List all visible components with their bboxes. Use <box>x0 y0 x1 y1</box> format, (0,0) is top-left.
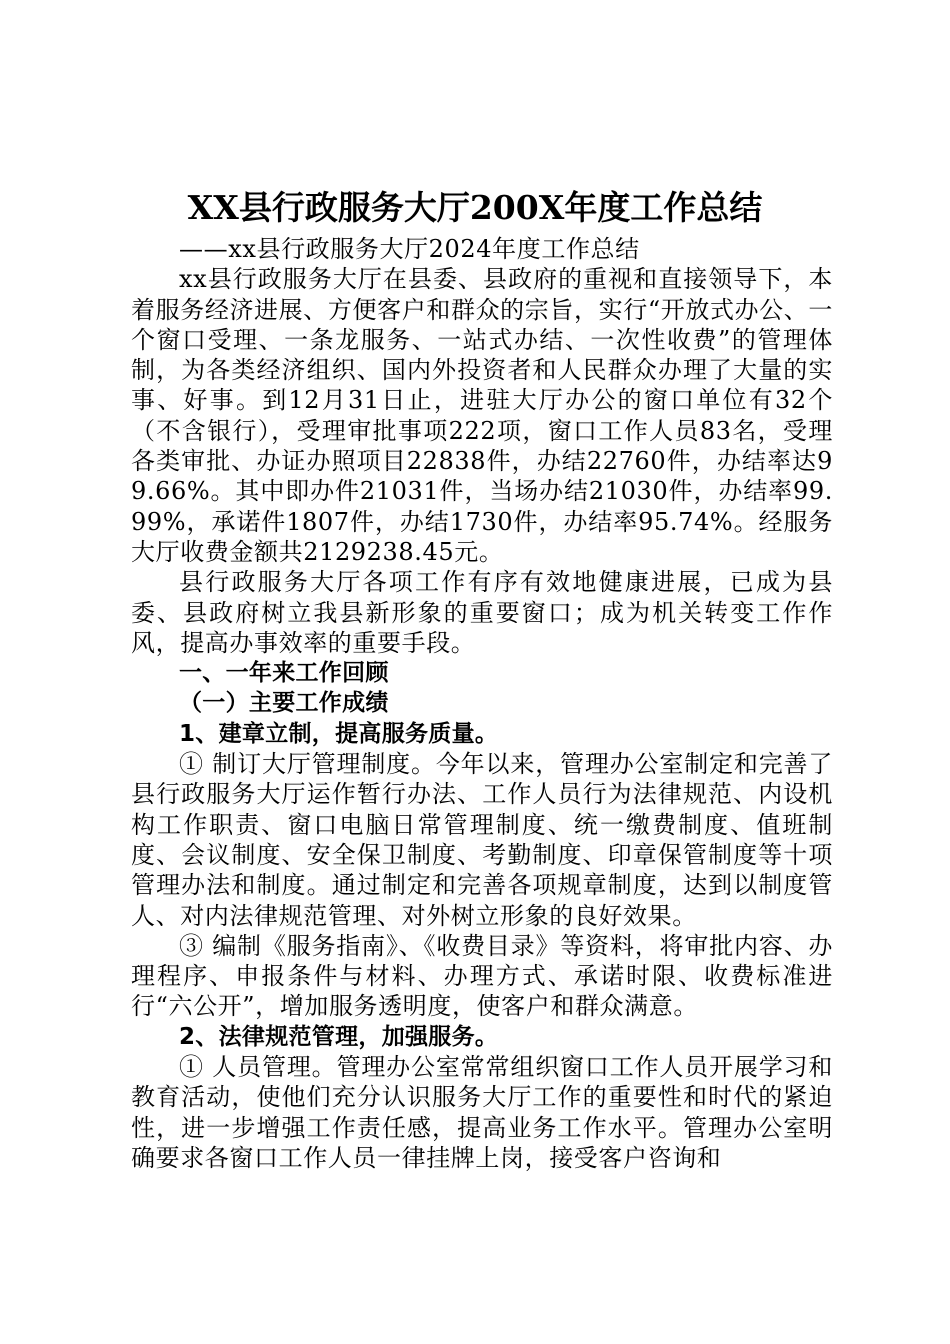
subsection-heading: （一）主要工作成绩 <box>179 690 389 717</box>
paragraph-rules: ① 制订大厅管理制度。今年以来，管理办公室制定和完善了县行政服务大厅运作暂行办法、工作人员行为法律规范、内设机构工作职责、窗口电脑日常管理制度、统一缴费制度、值班制度、会议制度、安全保卫制度、考勤制度、印章保管制度等十项管理办法和制度。通过制定和完善各项规章制度，达到以制度管人、对内法律规范管理、对外树立形象的良好效果。 <box>131 750 833 930</box>
item-heading-2: 2、法律规范管理，加强服务。 <box>179 1023 499 1050</box>
document-title: XX县行政服务大厅200X年度工作总结 <box>187 188 763 227</box>
subtitle-line: ——xx县行政服务大厅2024年度工作总结 <box>179 235 640 263</box>
section-heading: 一、一年来工作回顾 <box>179 660 389 687</box>
document-body <box>131 234 833 1173</box>
paragraph-summary: 县行政服务大厅各项工作有序有效地健康进展，已成为县委、县政府树立我县新形象的重要窗口；成为机关转变工作作风，提高办事效率的重要手段。 <box>131 568 833 657</box>
paragraph-guide: ③ 编制《服务指南》、《收费目录》等资料，将审批内容、办理程序、申报条件与材料、办理方式、承诺时限、收费标准进行“六公开”，增加服务透明度，使客户和群众满意。 <box>131 931 833 1021</box>
paragraph-staff: ① 人员管理。管理办公室常常组织窗口工作人员开展学习和教育活动，使他们充分认识服务大厅工作的重要性和时代的紧迫性，进一步增强工作责任感，提高业务工作水平。管理办公室明确要求各窗口工作人员一律挂牌上岗，接受客户咨询和 <box>131 1053 833 1172</box>
paragraph-intro: xx县行政服务大厅在县委、县政府的重视和直接领导下，本着服务经济进展、方便客户和群众的宗旨，实行“开放式办公、一个窗口受理、一条龙服务、一站式办结、一次性收费”的管理体制，为各类经济组织、国内外投资者和人民群众办理了大量的实事、好事。到12月31日止，进驻大厅办公的窗口单位有32个（不含银行），受理审批事项222项，窗口工作人员83名，受理各类审批、办证办照项目22838件，办结22760件，办结率达99.66%。其中即办件21031件，当场办结21030件，办结率99.99%，承诺件1807件，办结1730件，办结率95.74%。经服务大厅收费金额共2129238.45元。 <box>131 265 833 566</box>
item-heading-1: 1、建章立制，提高服务质量。 <box>179 720 499 747</box>
